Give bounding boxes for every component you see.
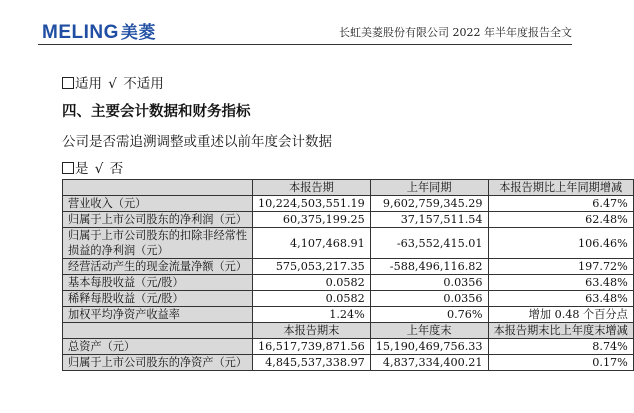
column-header: 上年度末	[370, 323, 488, 339]
table-row	[63, 339, 634, 355]
check-mark-icon: √	[94, 161, 104, 177]
table-row	[63, 196, 634, 212]
column-header: 本报告期比上年同期增减	[488, 180, 633, 196]
table-cell: 60,375,199.25	[253, 212, 371, 228]
table-cell: 6.47%	[488, 196, 633, 212]
answer-yes: 是	[75, 161, 89, 177]
page-header	[0, 0, 600, 48]
table-cell: 9,602,759,345.29	[370, 196, 488, 212]
column-header: 本报告期	[253, 180, 371, 196]
table-cell: 4,107,468.91	[253, 228, 371, 259]
row-label: 稀释每股收益（元/股）	[63, 291, 253, 307]
table-cell: 4,845,537,338.97	[253, 355, 371, 371]
table-row	[63, 259, 634, 275]
row-label: 加权平均净资产收益率	[63, 307, 253, 323]
table-row	[63, 307, 634, 323]
row-label: 归属于上市公司股东的净利润（元）	[63, 212, 253, 228]
answer-no: 否	[109, 161, 124, 177]
document-title: 长虹美菱股份有限公司 2022 年半年度报告全文	[339, 26, 572, 39]
table-row	[63, 291, 634, 307]
table-cell: 10,224,503,551.19	[253, 196, 371, 212]
table-cell: 0.0582	[253, 275, 371, 291]
column-header	[63, 323, 253, 339]
row-label: 归属于上市公司股东的净资产（元）	[63, 355, 253, 371]
option-applicable: 适用	[75, 76, 102, 92]
check-mark-icon: √	[108, 76, 117, 92]
checkbox-yes[interactable]	[62, 162, 74, 174]
column-header	[63, 180, 253, 196]
checkbox-applicable[interactable]	[62, 77, 74, 89]
table-cell: 0.0356	[370, 275, 488, 291]
restatement-question: 公司是否需追溯调整或重述以前年度会计数据	[62, 134, 332, 150]
option-not-applicable: 不适用	[123, 76, 164, 92]
table-row	[63, 212, 634, 228]
column-header: 上年同期	[370, 180, 488, 196]
table-cell: 4,837,334,400.21	[370, 355, 488, 371]
table-cell: 106.46%	[488, 228, 633, 259]
restatement-answer	[62, 157, 123, 177]
table-cell: 62.48%	[488, 212, 633, 228]
header-rule	[38, 44, 572, 45]
table-cell: 0.0356	[370, 291, 488, 307]
company-logo	[42, 18, 156, 44]
table-cell: 197.72%	[488, 259, 633, 275]
table-cell: 0.17%	[488, 355, 633, 371]
row-label: 基本每股收益（元/股）	[63, 275, 253, 291]
table-row	[63, 275, 634, 291]
header-row-period	[63, 180, 634, 196]
table-cell: 15,190,469,756.33	[370, 339, 488, 355]
row-label: 经营活动产生的现金流量净额（元）	[63, 259, 253, 275]
table-row	[63, 228, 634, 259]
row-label: 归属于上市公司股东的扣除非经常性损益的净利润（元）	[63, 228, 253, 259]
table-cell: 16,517,739,871.56	[253, 339, 371, 355]
logo-latin: MELING	[42, 22, 119, 43]
table-cell: 0.0582	[253, 291, 371, 307]
row-label: 总资产（元）	[63, 339, 253, 355]
column-header: 本报告期末比上年度末增减	[488, 323, 633, 339]
table-cell: 8.74%	[488, 339, 633, 355]
table-cell: 575,053,217.35	[253, 259, 371, 275]
table-cell: -588,496,116.82	[370, 259, 488, 275]
table-cell: 增加 0.48 个百分点	[488, 307, 633, 323]
applicability-line	[62, 72, 164, 92]
table-cell: 0.76%	[370, 307, 488, 323]
logo-cn: 美菱	[120, 23, 156, 42]
table-cell: 63.48%	[488, 275, 633, 291]
section-heading: 四、主要会计数据和财务指标	[62, 103, 251, 120]
table-cell: 63.48%	[488, 291, 633, 307]
column-header: 本报告期末	[253, 323, 371, 339]
row-label: 营业收入（元）	[63, 196, 253, 212]
header-row-period-end	[63, 323, 634, 339]
table-row	[63, 355, 634, 371]
table-cell: -63,552,415.01	[370, 228, 488, 259]
financial-indicators-table	[62, 179, 634, 371]
table-cell: 1.24%	[253, 307, 371, 323]
table-cell: 37,157,511.54	[370, 212, 488, 228]
